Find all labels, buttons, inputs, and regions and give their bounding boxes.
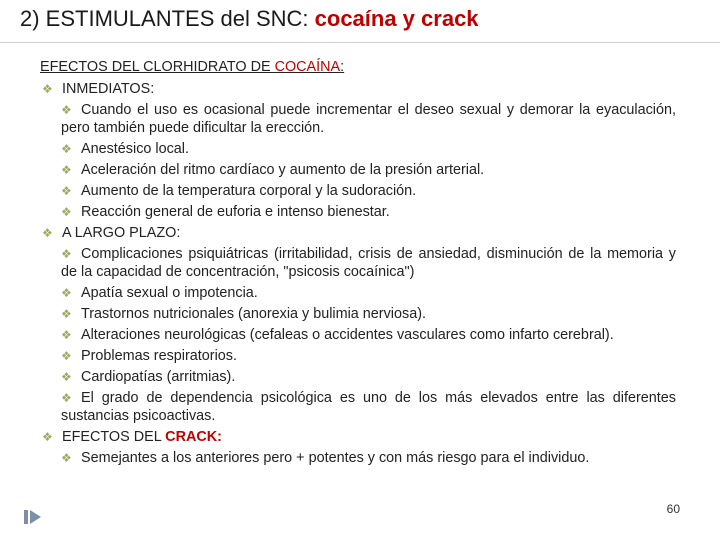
bullet-icon: ❖ bbox=[61, 205, 72, 219]
list-item-text: Problemas respiratorios. bbox=[81, 348, 237, 364]
group-heading-highlight: CRACK: bbox=[165, 429, 222, 445]
list-item bbox=[40, 326, 676, 344]
list-item-text: Trastornos nutricionales (anorexia y bulimia nerviosa). bbox=[81, 306, 426, 322]
group-heading-immediate bbox=[40, 80, 676, 98]
bullet-icon: ❖ bbox=[61, 370, 72, 384]
bullet-icon: ❖ bbox=[61, 286, 72, 300]
bullet-icon: ❖ bbox=[61, 184, 72, 198]
bullet-icon: ❖ bbox=[61, 142, 72, 156]
list-item-text: El grado de dependencia psicológica es uno de los más elevados entre las diferentes sustancias psicoactivas. bbox=[61, 390, 676, 424]
section-heading-suffix: : bbox=[340, 59, 345, 75]
list-item bbox=[40, 101, 676, 137]
list-item-text: Aceleración del ritmo cardíaco y aumento de la presión arterial. bbox=[81, 162, 485, 178]
title-divider bbox=[0, 42, 720, 43]
bullet-icon: ❖ bbox=[42, 82, 53, 96]
section-heading-highlight: COCAÍNA bbox=[274, 59, 341, 75]
bullet-icon: ❖ bbox=[61, 103, 72, 117]
group-heading-label: EFECTOS DEL bbox=[62, 429, 166, 445]
list-item-text: Cardiopatías (arritmias). bbox=[81, 369, 236, 385]
slide-content bbox=[40, 50, 676, 470]
list-item bbox=[40, 203, 676, 221]
bullet-icon: ❖ bbox=[61, 451, 72, 465]
list-item bbox=[40, 245, 676, 281]
list-item-text: Apatía sexual o impotencia. bbox=[81, 285, 258, 301]
slide-title-prefix: 2) ESTIMULANTES del SNC: bbox=[20, 6, 315, 31]
bullet-icon: ❖ bbox=[61, 391, 72, 405]
list-item bbox=[40, 449, 676, 467]
slide-title-highlight: cocaína y crack bbox=[314, 6, 479, 31]
bullet-icon: ❖ bbox=[61, 163, 72, 177]
list-item-text: Reacción general de euforia e intenso bienestar. bbox=[81, 204, 390, 220]
list-item-text: Semejantes a los anteriores pero + potentes y con más riesgo para el individuo. bbox=[81, 450, 590, 466]
list-item-text: Cuando el uso es ocasional puede incrementar el deseo sexual y demorar la eyaculación, pero también puede dificultar la erección. bbox=[61, 102, 676, 136]
list-item bbox=[40, 368, 676, 386]
list-item bbox=[40, 389, 676, 425]
list-item bbox=[40, 161, 676, 179]
list-item bbox=[40, 347, 676, 365]
section-heading-prefix: EFECTOS DEL CLORHIDRATO DE bbox=[40, 59, 275, 75]
nav-bar-icon bbox=[24, 510, 28, 524]
bullet-icon: ❖ bbox=[61, 349, 72, 363]
list-item-text: Aumento de la temperatura corporal y la sudoración. bbox=[81, 183, 417, 199]
page-number: 60 bbox=[666, 502, 680, 516]
slide-title bbox=[20, 6, 479, 32]
group-heading-label: INMEDIATOS: bbox=[62, 81, 155, 97]
list-item-text: Anestésico local. bbox=[81, 141, 189, 157]
group-heading-label: A LARGO PLAZO: bbox=[62, 225, 181, 241]
list-item-text: Complicaciones psiquiátricas (irritabilidad, crisis de ansiedad, disminución de la memoria y de la capacidad de concentración, "psicosis cocaínica") bbox=[61, 246, 676, 280]
bullet-icon: ❖ bbox=[61, 307, 72, 321]
next-arrow-icon[interactable] bbox=[30, 510, 41, 524]
bullet-icon: ❖ bbox=[42, 226, 53, 240]
bullet-icon: ❖ bbox=[42, 430, 53, 444]
list-item bbox=[40, 140, 676, 158]
group-heading-crack bbox=[40, 428, 676, 446]
section-heading bbox=[40, 58, 676, 76]
list-item bbox=[40, 182, 676, 200]
list-item-text: Alteraciones neurológicas (cefaleas o accidentes vasculares como infarto cerebral). bbox=[81, 327, 614, 343]
bullet-icon: ❖ bbox=[61, 247, 72, 261]
list-item bbox=[40, 305, 676, 323]
list-item bbox=[40, 284, 676, 302]
bullet-icon: ❖ bbox=[61, 328, 72, 342]
group-heading-long-term bbox=[40, 224, 676, 242]
